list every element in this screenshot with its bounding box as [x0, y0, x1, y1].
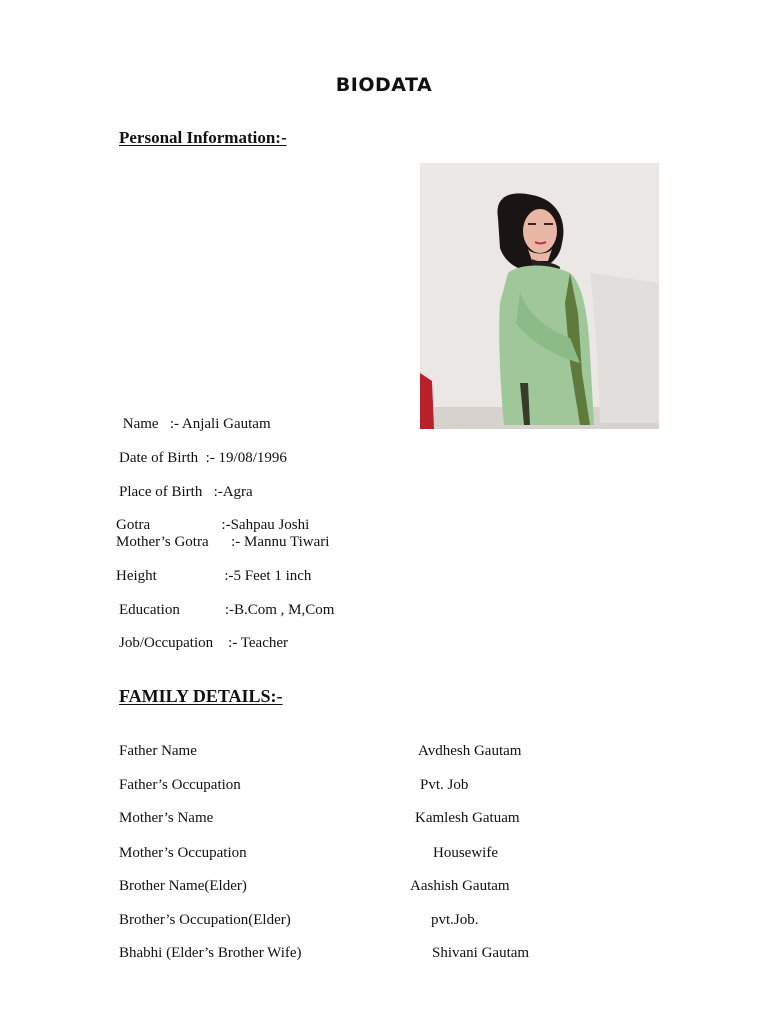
family-value: Pvt. Job	[420, 777, 469, 793]
family-details-heading: FAMILY DETAILS:-	[119, 686, 283, 706]
family-label: Bhabhi (Elder’s Brother Wife)	[119, 945, 302, 961]
family-value: Housewife	[433, 845, 498, 861]
profile-photo	[420, 163, 659, 429]
place-of-birth-line: Place of Birth :-Agra	[119, 484, 253, 500]
height-line: Height :-5 Feet 1 inch	[116, 568, 312, 584]
family-label: Mother’s Occupation	[119, 845, 247, 861]
family-value: Avdhesh Gautam	[418, 743, 522, 759]
family-value: Aashish Gautam	[410, 878, 510, 894]
family-value: Shivani Gautam	[432, 945, 530, 961]
family-value: pvt.Job.	[431, 912, 479, 928]
profile-photo-illustration	[420, 163, 659, 429]
education-line: Education :-B.Com , M,Com	[119, 602, 335, 618]
name-line: Name :- Anjali Gautam	[119, 416, 271, 432]
family-label: Brother Name(Elder)	[119, 878, 247, 894]
family-value: Kamlesh Gatuam	[415, 810, 520, 826]
family-label: Father Name	[119, 743, 197, 759]
mothers-gotra-line: Mother’s Gotra :- Mannu Tiwari	[116, 534, 330, 550]
occupation-line: Job/Occupation :- Teacher	[119, 635, 289, 651]
family-label: Father’s Occupation	[119, 777, 241, 793]
date-of-birth-line: Date of Birth :- 19/08/1996	[119, 450, 287, 466]
family-label: Mother’s Name	[119, 810, 214, 826]
document-title: BIODATA	[335, 74, 433, 96]
family-label: Brother’s Occupation(Elder)	[119, 912, 291, 928]
personal-information-heading: Personal Information:-	[119, 128, 287, 147]
gotra-line: Gotra :-Sahpau Joshi	[116, 517, 310, 533]
